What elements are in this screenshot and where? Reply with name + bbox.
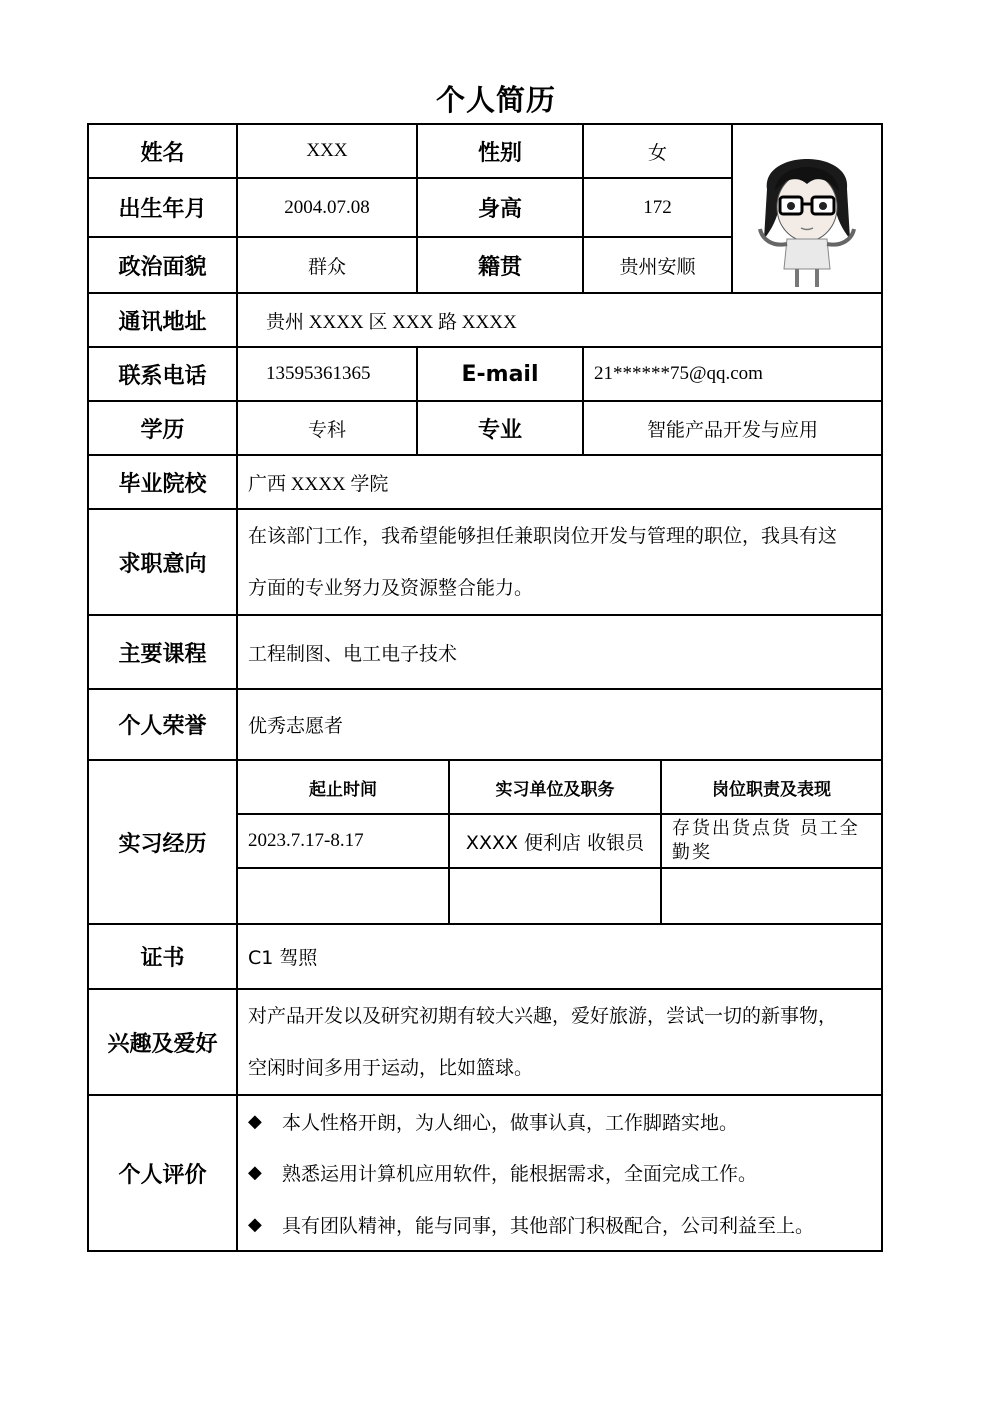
label-politics: 政治面貌 <box>87 236 238 294</box>
internship-row-2-period <box>236 867 450 925</box>
label-evaluation: 个人评价 <box>87 1094 238 1252</box>
diamond-bullet-icon: ◆ <box>248 1162 262 1184</box>
value-address: 贵州 XXXX 区 XXX 路 XXXX <box>236 292 883 348</box>
evaluation-item <box>248 1199 814 1250</box>
label-major: 专业 <box>416 400 584 456</box>
hobbies-line-1: 对产品开发以及研究初期有较大兴趣，爱好旅游，尝试一切的新事物， <box>248 1005 838 1027</box>
label-certificate: 证书 <box>87 923 238 990</box>
value-phone: 13595361365 <box>236 346 418 402</box>
value-email: 21******75@qq.com <box>582 346 883 402</box>
value-height: 172 <box>582 177 733 238</box>
value-objective <box>236 508 883 616</box>
label-honors: 个人荣誉 <box>87 688 238 761</box>
value-major: 智能产品开发与应用 <box>582 400 883 456</box>
value-evaluation <box>236 1094 883 1252</box>
label-objective: 求职意向 <box>87 508 238 616</box>
label-native: 籍贯 <box>416 236 584 294</box>
hobbies-line-2: 空闲时间多用于运动，比如篮球。 <box>248 1057 534 1079</box>
cartoon-girl-with-glasses-avatar <box>742 129 872 289</box>
objective-line-2: 方面的专业努力及资源整合能力。 <box>248 577 534 599</box>
evaluation-text: 本人性格开朗，为人细心，做事认真，工作脚踏实地。 <box>282 1112 739 1135</box>
label-hobbies: 兴趣及爱好 <box>87 988 238 1096</box>
label-email: E-mail <box>416 346 584 402</box>
value-courses: 工程制图、电工电子技术 <box>236 614 883 690</box>
label-internship: 实习经历 <box>87 759 238 925</box>
profile-photo <box>731 123 883 294</box>
value-native: 贵州安顺 <box>582 236 733 294</box>
label-phone: 联系电话 <box>87 346 238 402</box>
diamond-bullet-icon: ◆ <box>248 1213 262 1235</box>
diamond-bullet-icon: ◆ <box>248 1111 262 1133</box>
value-birth: 2004.07.08 <box>236 177 418 238</box>
value-education: 专科 <box>236 400 418 456</box>
value-name: XXX <box>236 123 418 179</box>
value-certificate: C1 驾照 <box>236 923 883 990</box>
evaluation-text: 熟悉运用计算机应用软件，能根据需求，全面完成工作。 <box>282 1163 758 1186</box>
internship-header-duties: 岗位职责及表现 <box>660 759 883 815</box>
label-courses: 主要课程 <box>87 614 238 690</box>
label-education: 学历 <box>87 400 238 456</box>
label-birth: 出生年月 <box>87 177 238 238</box>
internship-row-1-company: XXXX 便利店 收银员 <box>448 813 662 869</box>
label-school: 毕业院校 <box>87 454 238 510</box>
internship-row-1-duties: 存货出货点货 员工全勤奖 <box>660 813 883 869</box>
page-title: 个人简历 <box>435 83 556 117</box>
evaluation-item <box>248 1096 738 1147</box>
value-hobbies <box>236 988 883 1096</box>
internship-header-period: 起止时间 <box>236 759 450 815</box>
internship-row-2-company <box>448 867 662 925</box>
evaluation-text: 具有团队精神，能与同事，其他部门积极配合，公司利益至上。 <box>282 1214 815 1237</box>
internship-row-2-duties <box>660 867 883 925</box>
label-address: 通讯地址 <box>87 292 238 348</box>
label-height: 身高 <box>416 177 584 238</box>
label-name: 姓名 <box>87 123 238 179</box>
value-honors: 优秀志愿者 <box>236 688 883 761</box>
objective-line-1: 在该部门工作，我希望能够担任兼职岗位开发与管理的职位，我具有这 <box>248 525 838 547</box>
evaluation-item <box>248 1147 757 1198</box>
value-gender: 女 <box>582 123 733 179</box>
label-gender: 性别 <box>416 123 584 179</box>
value-school: 广西 XXXX 学院 <box>236 454 883 510</box>
internship-header-company: 实习单位及职务 <box>448 759 662 815</box>
value-politics: 群众 <box>236 236 418 294</box>
internship-row-1-period: 2023.7.17-8.17 <box>236 813 450 869</box>
